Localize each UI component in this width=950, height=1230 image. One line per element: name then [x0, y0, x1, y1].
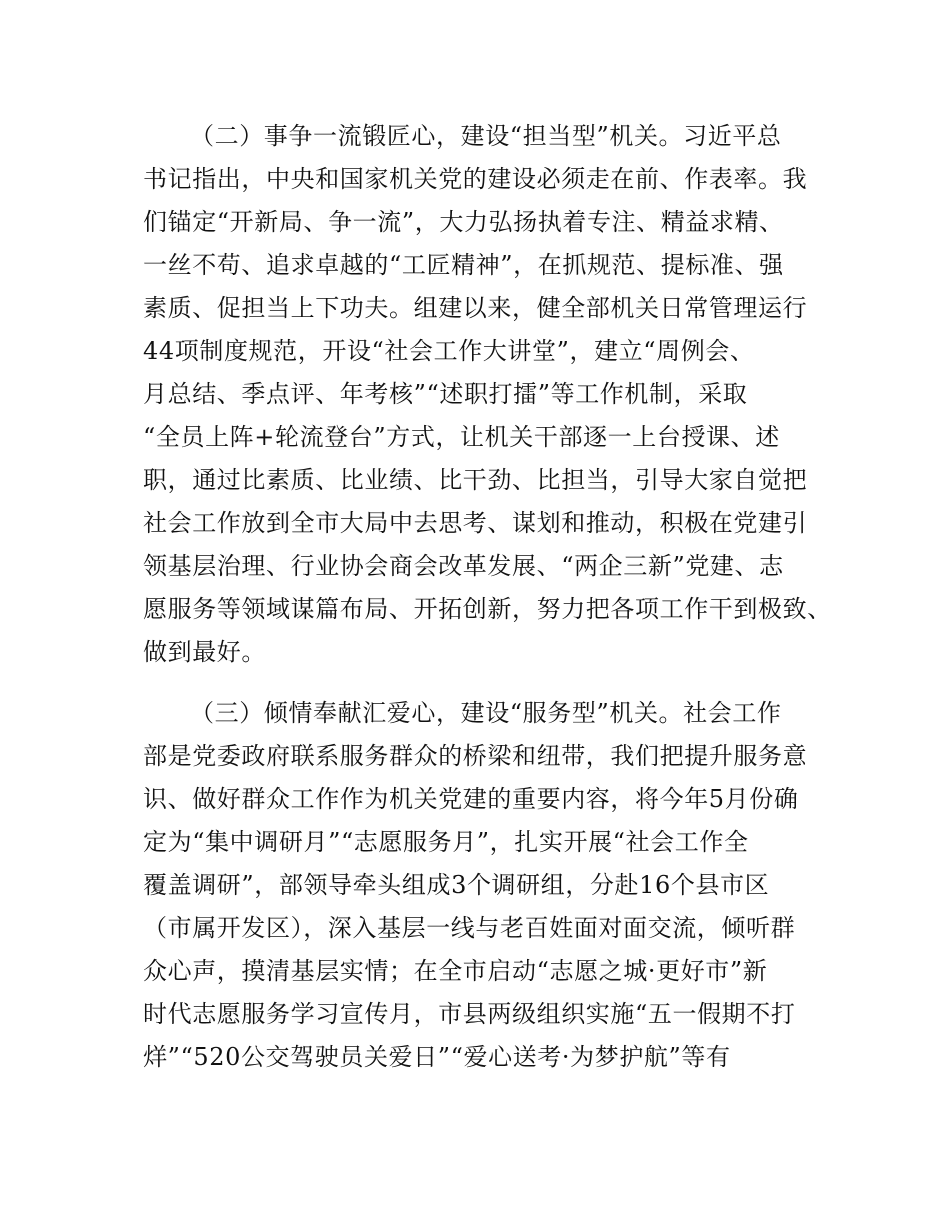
paragraph-line: 领基层治理、行业协会商会改革发展、“两企三新”党建、志 — [143, 552, 784, 580]
paragraph-line: 社会工作放到全市大局中去思考、谋划和推动，积极在党建引 — [143, 509, 808, 537]
paragraph-line: 职，通过比素质、比业绩、比干劲、比担当，引导大家自觉把 — [143, 466, 808, 494]
paragraph-line: 众心声，摸清基层实情；在全市启动“志愿之城·更好市”新 — [143, 957, 768, 985]
paragraph-line: 做到最好。 — [143, 638, 266, 666]
paragraph-line: 们锚定“开新局、争一流”，大力弘扬执着专注、精益求精、 — [143, 208, 784, 236]
paragraph-line: 书记指出，中央和国家机关党的建设必须走在前、作表率。我 — [143, 165, 808, 193]
paragraph-line: 部是党委政府联系服务群众的桥梁和纽带，我们把提升服务意 — [143, 742, 808, 770]
paragraph-line: 烊”“520公交驾驶员关爱日”“爱心送考·为梦护航”等有 — [143, 1043, 731, 1071]
paragraph-line: 时代志愿服务学习宣传月，市县两级组织实施“五一假期不打 — [143, 1000, 796, 1028]
paragraph-line: 愿服务等领域谋篇布局、开拓创新，努力把各项工作干到极致、 — [143, 595, 832, 623]
paragraph-line: （三）倾情奉献汇爱心，建设“服务型”机关。社会工作 — [190, 699, 782, 727]
paragraph-line: 一丝不苟、追求卓越的“工匠精神”，在抓规范、提标准、强 — [143, 251, 784, 279]
paragraph-line: 44项制度规范，开设“社会工作大讲堂”，建立“周例会、 — [143, 337, 755, 365]
paragraph-line: 素质、促担当上下功夫。组建以来，健全部机关日常管理运行 — [143, 294, 808, 322]
paragraph-line: 月总结、季点评、年考核”“述职打擂”等工作机制，采取 — [143, 380, 748, 408]
paragraph-line: （市属开发区），深入基层一线与老百姓面对面交流，倾听群 — [143, 914, 796, 942]
paragraph-line: 识、做好群众工作作为机关党建的重要内容，将今年5月份确 — [143, 785, 799, 813]
paragraph-line: “全员上阵+轮流登台”方式，让机关干部逐一上台授课、述 — [143, 423, 780, 451]
paragraph-line: 覆盖调研”，部领导牵头组成3个调研组，分赴16个县市区 — [143, 871, 770, 899]
paragraph-line: 定为“集中调研月”“志愿服务月”，扎实开展“社会工作全 — [143, 828, 749, 856]
paragraph-line: （二）事争一流锻匠心，建设“担当型”机关。习近平总 — [190, 122, 782, 150]
